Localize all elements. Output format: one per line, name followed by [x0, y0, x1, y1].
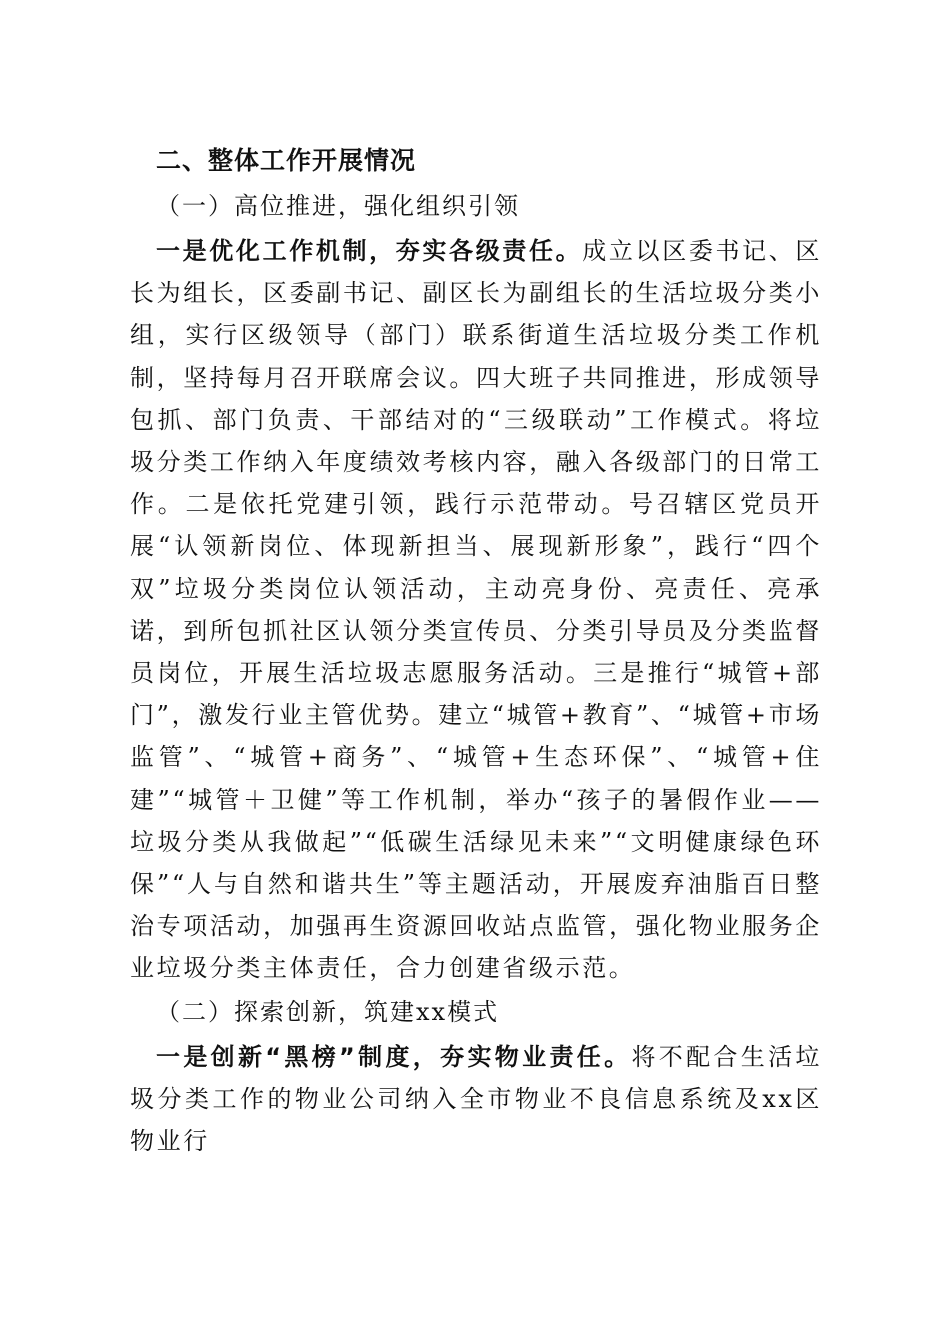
paragraph-1-body: 成立以区委书记、区长为组长，区委副书记、副区长为副组长的生活垃圾分类小组，实行区级领导（部门）联系街道生活垃圾分类工作机制，坚持每月召开联席会议。四大班子共同推进，形成领导包抓、部门负责、干部结对的“三级联动”工作模式。将垃圾分类工作纳入年度绩效考核内容，融入各级部门的日常工作。二是依托党建引领，践行示范带动。号召辖区党员开展“认领新岗位、体现新担当、展现新形象”，践行“四个双”垃圾分类岗位认领活动，主动亮身份、亮责任、亮承诺，到所包抓社区认领分类宣传员、分类引导员及分类监督员岗位，开展生活垃圾志愿服务活动。三是推行“城管+部门”，激发行业主管优势。建立“城管+教育”、“城管+市场监管”、“城管+商务”、“城管+生态环保”、“城管+住建”“城管＋卫健”等工作机制，举办“孩子的暑假作业——垃圾分类从我做起”“低碳生活绿见未来”“文明健康绿色环保”“人与自然和谐共生”等主题活动，开展废弃油脂百日整治专项活动，加强再生资源回收站点监管，强化物业服务企业垃圾分类主体责任，合力创建省级示范。: [130, 237, 822, 983]
paragraph-1-lead: 一是优化工作机制，夯实各级责任。: [156, 237, 583, 265]
paragraph-2-body: 将不配合生活垃圾分类工作的物业公司纳入全市物业不良信息系统及xx区物业行: [130, 1042, 822, 1156]
subsection-title-2: （二）探索创新，筑建xx模式: [156, 997, 500, 1026]
paragraph-2-lead: 一是创新“黑榜”制度，夯实物业责任。: [156, 1042, 632, 1071]
document-body: [130, 138, 822, 1162]
section-heading: 二、整体工作开展情况: [156, 146, 417, 175]
paragraph-1: [130, 230, 822, 990]
subsection-title-1: （一）高位推进，强化组织引领: [156, 192, 520, 220]
paragraph-2: [130, 1036, 822, 1163]
